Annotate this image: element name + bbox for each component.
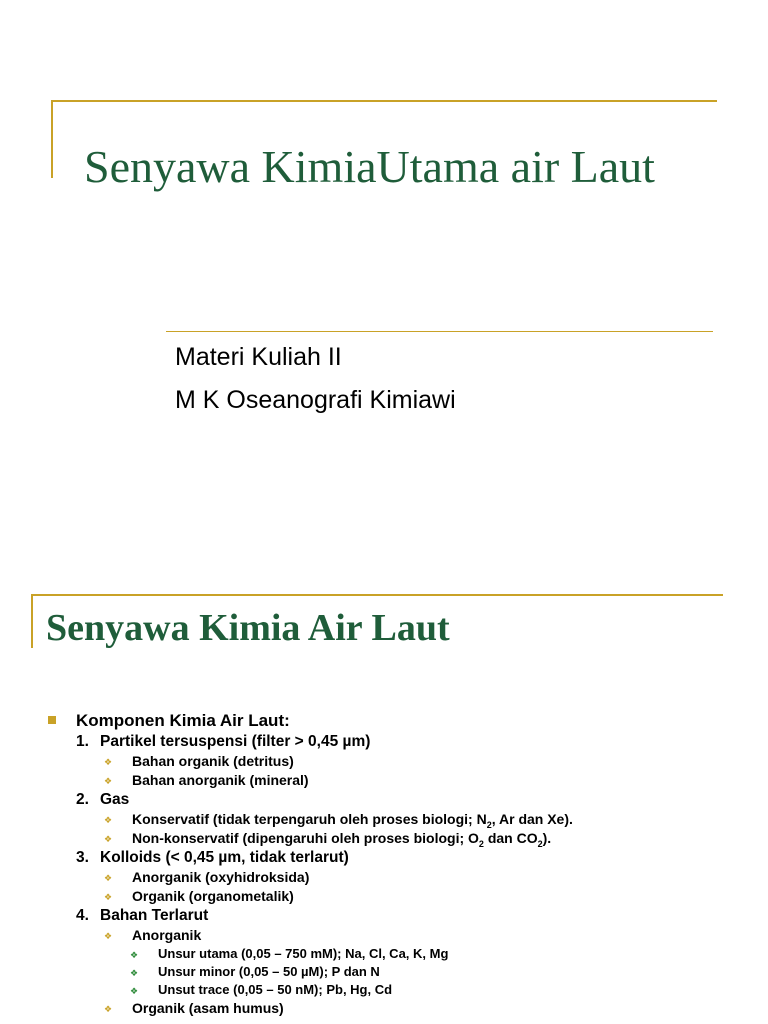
item-label: Kolloids (< 0,45 µm, tidak terlarut) xyxy=(100,849,349,866)
left-rule xyxy=(51,100,53,178)
list-item xyxy=(48,732,748,752)
diamond-bullet-icon: ❖ xyxy=(104,776,113,786)
sub-sub-item xyxy=(48,963,748,981)
subscript: 2 xyxy=(537,838,543,849)
item-number: 1. xyxy=(76,733,89,750)
sub-sub-item xyxy=(48,945,748,963)
sub-item-text: ). xyxy=(542,830,552,846)
sub-item-text: Bahan anorganik (mineral) xyxy=(132,772,309,788)
item-number: 4. xyxy=(76,907,89,924)
item-label: Gas xyxy=(100,791,130,808)
sub-item-text: Organik (organometalik) xyxy=(132,888,294,904)
sub-sub-item-text: Unsur minor (0,05 – 50 µM); P dan N xyxy=(158,964,380,979)
sub-sub-item-text: Unsur utama (0,05 – 750 mM); Na, Cl, Ca, K, Mg xyxy=(158,946,449,961)
item-number: 3. xyxy=(76,849,89,866)
subscript: 2 xyxy=(486,819,492,830)
content-list xyxy=(48,710,748,1018)
diamond-bullet-icon: ❖ xyxy=(104,834,113,844)
sub-item-text: Organik (asam humus) xyxy=(132,1000,284,1016)
item-label: Partikel tersuspensi (filter > 0,45 µm) xyxy=(100,733,371,750)
sub-item xyxy=(48,810,748,829)
sub-item-text: Bahan organik (detritus) xyxy=(132,753,294,769)
sub-item xyxy=(48,829,748,848)
sub-item xyxy=(48,868,748,887)
sub-item xyxy=(48,771,748,790)
sub-item-text: Anorganik xyxy=(132,927,202,943)
sub-item-text: Non-konservatif (dipengaruhi oleh proses biologi; O xyxy=(132,830,479,846)
sub-sub-item-text: Unsut trace (0,05 – 50 nM); Pb, Hg, Cd xyxy=(158,982,393,997)
list-heading xyxy=(48,710,748,732)
sub-item-text: dan CO xyxy=(483,830,538,846)
slide-title: Senyawa KimiaUtama air Laut xyxy=(84,141,655,192)
item-label: Bahan Terlarut xyxy=(100,907,209,924)
list-item xyxy=(48,790,748,810)
sub-sub-item xyxy=(48,981,748,999)
subtitle-line: Materi Kuliah II xyxy=(175,343,342,371)
content-slide xyxy=(0,580,768,1024)
sub-item xyxy=(48,926,748,945)
diamond-bullet-icon: ❖ xyxy=(130,986,139,996)
heading-text: Komponen Kimia Air Laut: xyxy=(76,711,290,730)
diamond-bullet-icon: ❖ xyxy=(104,873,113,883)
sub-item xyxy=(48,752,748,771)
sub-item xyxy=(48,887,748,906)
item-number: 2. xyxy=(76,791,89,808)
diamond-bullet-icon: ❖ xyxy=(104,757,113,767)
diamond-bullet-icon: ❖ xyxy=(130,968,139,978)
left-rule xyxy=(31,594,33,648)
square-bullet-icon xyxy=(48,716,56,724)
subscript: 2 xyxy=(478,838,484,849)
list-item xyxy=(48,906,748,926)
subtitle-line: M K Oseanografi Kimiawi xyxy=(175,386,456,414)
top-rule xyxy=(31,594,723,596)
diamond-bullet-icon: ❖ xyxy=(130,950,139,960)
diamond-bullet-icon: ❖ xyxy=(104,931,113,941)
slide-title: Senyawa Kimia Air Laut xyxy=(46,607,450,649)
sub-item xyxy=(48,999,748,1018)
diamond-bullet-icon: ❖ xyxy=(104,892,113,902)
list-item xyxy=(48,848,748,868)
diamond-bullet-icon: ❖ xyxy=(104,815,113,825)
top-rule xyxy=(51,100,717,102)
sub-item-text: Anorganik (oxyhidroksida) xyxy=(132,869,310,885)
sub-item-text: , Ar dan Xe). xyxy=(491,811,573,827)
sub-item-text: Konservatif (tidak terpengaruh oleh proses biologi; N xyxy=(132,811,487,827)
subtitle xyxy=(175,336,456,422)
diamond-bullet-icon: ❖ xyxy=(104,1004,113,1014)
subtitle-rule xyxy=(166,331,713,332)
